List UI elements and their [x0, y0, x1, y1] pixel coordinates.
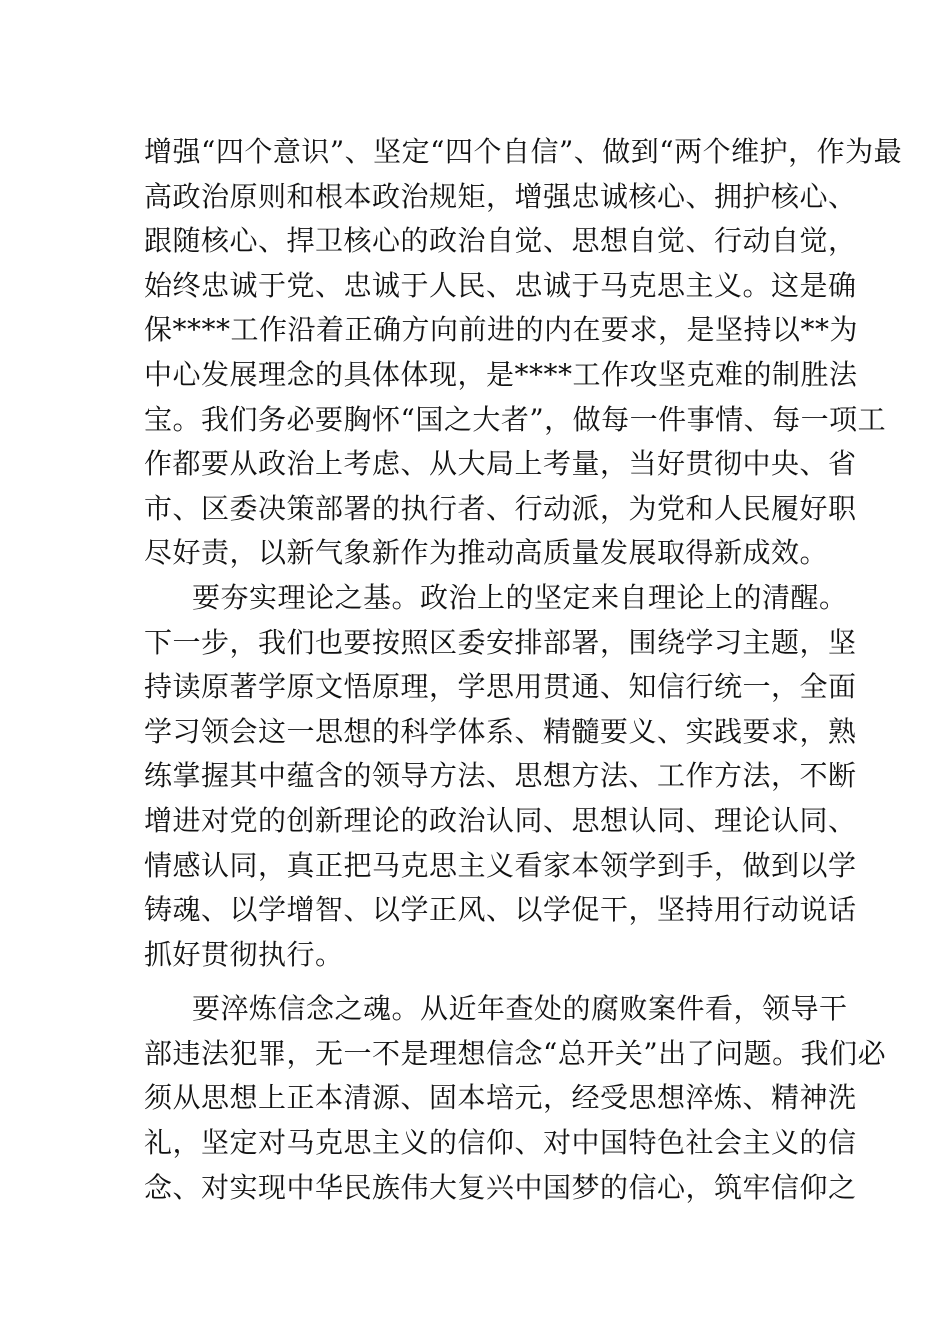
- text-line: 宝。我们务必要胸怀“国之大者”，做每一件事情、每一项工: [144, 402, 887, 436]
- text-line: 始终忠诚于党、忠诚于人民、忠诚于马克思主义。这是确: [144, 268, 857, 302]
- text-line: 抓好贯彻执行。: [144, 937, 344, 971]
- text-line: 高政治原则和根本政治规矩，增强忠诚核心、拥护核心、: [144, 179, 857, 213]
- paragraph-spacer: [144, 977, 809, 987]
- text-line: 保****工作沿着正确方向前进的内在要求，是坚持以**为: [144, 313, 859, 347]
- text-line: 铸魂、以学增智、以学正风、以学促干，坚持用行动说话: [144, 893, 857, 927]
- text-line: 作都要从政治上考虑、从大局上考量，当好贯彻中央、省: [144, 447, 857, 481]
- text-line: 须从思想上正本清源、固本培元，经受思想淬炼、精神洗: [144, 1081, 857, 1115]
- text-line: 下一步，我们也要按照区委安排部署，围绕学习主题，坚: [144, 625, 857, 659]
- text-line: 尽好责，以新气象新作为推动高质量发展取得新成效。: [144, 536, 829, 570]
- text-line: 要夯实理论之基。政治上的坚定来自理论上的清醒。: [192, 580, 848, 614]
- text-line: 跟随核心、捍卫核心的政治自觉、思想自觉、行动自觉，: [144, 224, 857, 258]
- text-line: 要淬炼信念之魂。从近年查处的腐败案件看，领导干: [192, 992, 848, 1026]
- text-line: 市、区委决策部署的执行者、行动派，为党和人民履好职: [144, 491, 857, 525]
- text-line: 学习领会这一思想的科学体系、精髓要义、实践要求，熟: [144, 714, 857, 748]
- text-line: 部违法犯罪，无一不是理想信念“总开关”出了问题。我们必: [144, 1036, 887, 1070]
- text-line: 情感认同，真正把马克思主义看家本领学到手，做到以学: [144, 848, 857, 882]
- paragraph-3: [144, 987, 887, 1210]
- document-body: [144, 130, 903, 1210]
- text-line: 练掌握其中蕴含的领导方法、思想方法、工作方法，不断: [144, 759, 857, 793]
- text-line: 念、对实现中华民族伟大复兴中国梦的信心，筑牢信仰之: [144, 1170, 857, 1204]
- paragraph-1: [144, 130, 903, 576]
- text-line: 增进对党的创新理论的政治认同、思想认同、理论认同、: [144, 803, 857, 837]
- text-line: 中心发展理念的具体体现，是****工作攻坚克难的制胜法: [144, 357, 858, 391]
- text-line: 增强“四个意识”、坚定“四个自信”、做到“两个维护，作为最: [144, 135, 903, 168]
- text-line: 礼，坚定对马克思主义的信仰、对中国特色社会主义的信: [144, 1126, 857, 1160]
- text-line: 持读原著学原文悟原理，学思用贯通、知信行统一，全面: [144, 670, 857, 704]
- paragraph-2: [144, 576, 857, 977]
